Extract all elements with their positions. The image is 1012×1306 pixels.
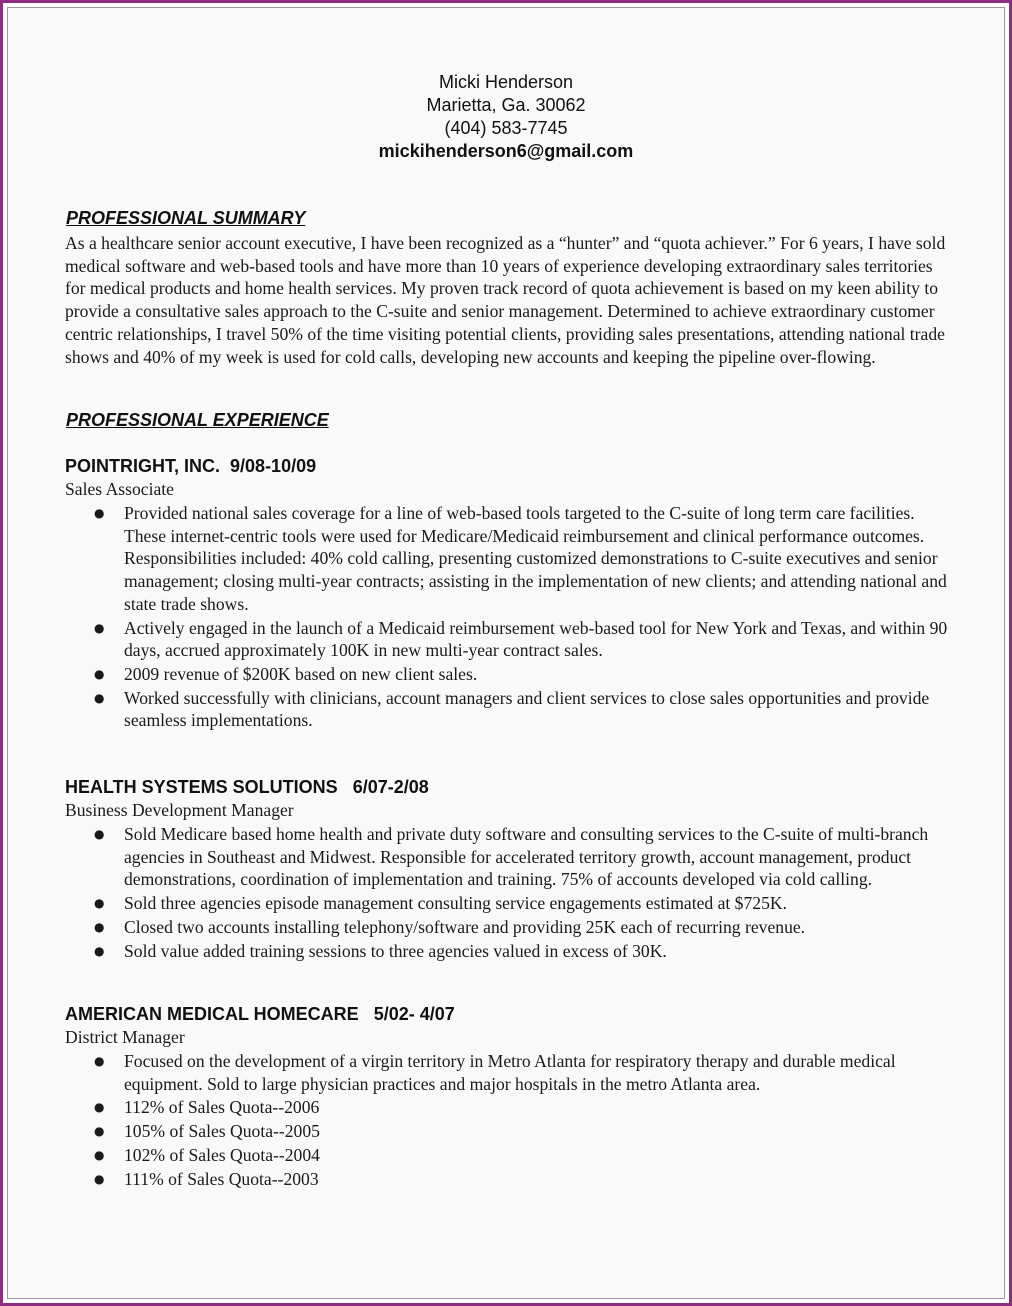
job-dates: 9/08-10/09 xyxy=(230,456,317,476)
list-item xyxy=(92,823,952,891)
experience-title: PROFESSIONAL EXPERIENCE xyxy=(66,410,329,430)
list-item xyxy=(92,617,952,662)
job-company: POINTRIGHT, INC. xyxy=(65,456,221,476)
bullet-icon: ● xyxy=(94,1124,105,1139)
job-role: Sales Associate xyxy=(65,479,174,499)
resume-email: mickihenderson6@gmail.com xyxy=(378,141,634,161)
bullet-icon: ● xyxy=(94,1054,105,1068)
list-item xyxy=(92,940,952,963)
list-item xyxy=(92,1144,952,1167)
job-heading xyxy=(65,455,316,477)
job-heading xyxy=(65,1003,455,1025)
bullet-text: Focused on the development of a virgin territory in Metro Atlanta for respiratory therapy and durable medical equipment. Sold to large physician practices and major hospitals in the metro Atlanta area. xyxy=(124,1051,896,1094)
bullet-text: 105% of Sales Quota--2005 xyxy=(124,1121,320,1142)
bullet-text: Worked successfully with clinicians, account managers and client services to close sales opportunities and provide seamless implementations. xyxy=(124,687,930,731)
list-item xyxy=(92,1096,952,1119)
bullet-icon: ● xyxy=(94,690,105,705)
bullet-icon: ● xyxy=(94,827,105,841)
job-company: AMERICAN MEDICAL HOMECARE xyxy=(65,1004,359,1024)
summary-text: As a healthcare senior account executive, I have been recognized as a “hunter” and “quota achiever.” For 6 years, I have sold medical software and web-based tools and have more than 10 years of experience developing extraordinary sales territories for medical products and home health services. My proven track record of quota achievement is based on my keen ability to provide a consultative sales approach to the C-suite and senior management. Determined to achieve extraordinary customer centric relationships, I travel 50% of the time visiting potential clients, providing sales presentations, attending national trade shows and 40% of my week is used for cold calls, developing new accounts and keeping the pipeline over-flowing. xyxy=(65,233,946,367)
job-bullets xyxy=(92,1050,952,1191)
job-company: HEALTH SYSTEMS SOLUTIONS xyxy=(65,777,338,797)
bullet-text: 112% of Sales Quota--2006 xyxy=(124,1097,320,1118)
job-bullets xyxy=(92,502,952,733)
list-item xyxy=(92,1120,952,1143)
bullet-icon: ● xyxy=(94,919,105,934)
bullet-text: 2009 revenue of $200K based on new client sales. xyxy=(124,663,478,684)
bullet-text: Closed two accounts installing telephony/software and providing 25K each of recurring revenue. xyxy=(124,916,806,937)
list-item xyxy=(92,1168,952,1191)
job-dates: 6/07-2/08 xyxy=(352,777,429,797)
bullet-text: Sold value added training sessions to three agencies valued in excess of 30K. xyxy=(124,940,667,961)
resume-phone: (404) 583-7745 xyxy=(444,118,568,138)
job-heading xyxy=(65,776,429,798)
list-item xyxy=(92,1050,952,1095)
bullet-icon: ● xyxy=(94,1171,105,1186)
bullet-icon: ● xyxy=(94,620,105,635)
bullet-icon: ● xyxy=(94,506,105,520)
bullet-text: 102% of Sales Quota--2004 xyxy=(124,1144,320,1165)
bullet-text: Sold Medicare based home health and private duty software and consulting services to the C-suite of multi-branch agencies in Southeast and Midwest. Responsible for accelerated territory growth, account management, product demonstrations, coordination of implementation and training. 75% of accounts developed via cold calling. xyxy=(124,824,929,890)
list-item xyxy=(92,892,952,915)
resume-location: Marietta, Ga. 30062 xyxy=(426,95,586,115)
list-item xyxy=(92,687,952,732)
bullet-icon: ● xyxy=(94,1147,105,1162)
bullet-text: Provided national sales coverage for a line of web-based tools targeted to the C-suite of long term care facilities. These internet-centric tools were used for Medicare/Medicaid reimbursement and clinical performance outcomes. Responsibilities included: 40% cold calling, presenting customized demonstrations to C-suite executives and senior management; closing multi-year contracts; assisting in the implementation of new clients; and attending national and state trade shows. xyxy=(124,503,947,614)
job-role: Business Development Manager xyxy=(65,800,294,820)
bullet-text: Sold three agencies episode management consulting service engagements estimated at $725K. xyxy=(124,893,787,914)
list-item xyxy=(92,502,952,616)
bullet-icon: ● xyxy=(94,896,105,911)
job-bullets xyxy=(92,823,952,963)
summary-title: PROFESSIONAL SUMMARY xyxy=(66,208,306,228)
bullet-icon: ● xyxy=(94,666,105,681)
resume-name: Micki Henderson xyxy=(438,72,574,92)
bullet-text: 111% of Sales Quota--2003 xyxy=(124,1168,319,1189)
bullet-text: Actively engaged in the launch of a Medicaid reimbursement web-based tool for New York and Texas, and within 90 days, accrued approximately 100K in new multi-year contract sales. xyxy=(124,617,948,661)
list-item xyxy=(92,916,952,939)
bullet-icon: ● xyxy=(94,1100,105,1115)
job-dates: 5/02- 4/07 xyxy=(373,1004,455,1024)
list-item xyxy=(92,663,952,686)
bullet-icon: ● xyxy=(94,943,105,958)
job-role: District Manager xyxy=(65,1027,185,1047)
